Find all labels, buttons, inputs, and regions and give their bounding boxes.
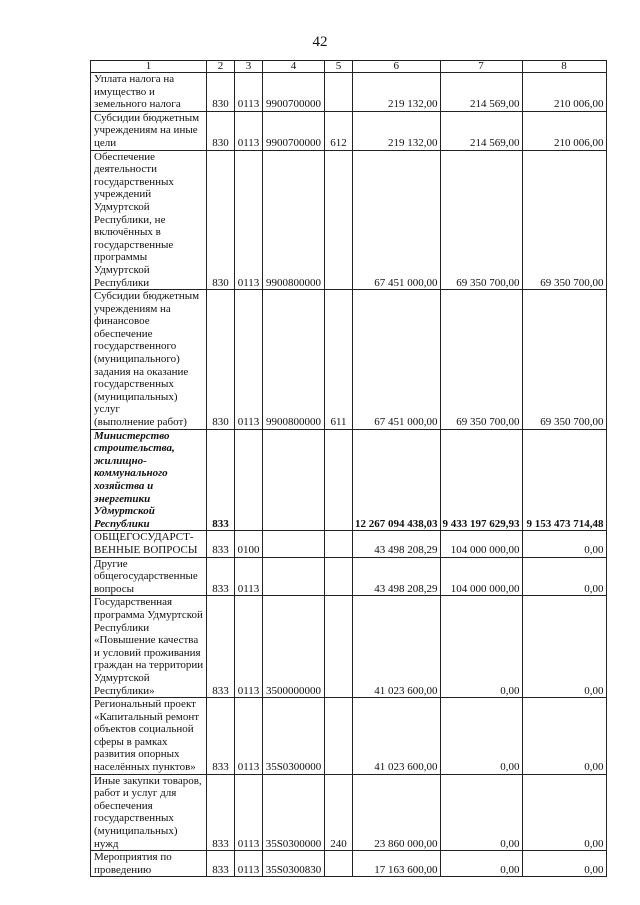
table-row [91, 290, 607, 430]
row-chapter: 833 [207, 429, 235, 531]
row-chapter: 833 [207, 596, 235, 698]
page-number: 42 [312, 34, 328, 50]
row-expense-type: 612 [325, 111, 353, 150]
row-chapter: 830 [207, 111, 235, 150]
table-row [91, 531, 607, 557]
row-expense-type [325, 851, 353, 877]
header-row [91, 61, 607, 73]
row-amount-year-1: 17 163 600,00 [353, 851, 441, 877]
table-row [91, 111, 607, 150]
row-amount-year-3: 0,00 [522, 596, 606, 698]
table-row [91, 557, 607, 596]
row-chapter: 833 [207, 557, 235, 596]
table-row [91, 596, 607, 698]
row-name: Субсидии бюджетным учреждениям на иные цели [91, 111, 207, 150]
row-name: Обеспечение деятельности государственных учреждений Удмуртской Республики, не включённых в государственные программы Удмуртской Республики [91, 150, 207, 290]
row-expense-type: 240 [325, 774, 353, 851]
row-target-article [263, 531, 325, 557]
row-target-article [263, 557, 325, 596]
column-header: 4 [263, 61, 325, 73]
row-amount-year-1: 67 451 000,00 [353, 150, 441, 290]
row-target-article: 3500000000 [263, 596, 325, 698]
row-amount-year-2: 0,00 [440, 596, 522, 698]
row-amount-year-3: 69 350 700,00 [522, 290, 606, 430]
column-header: 3 [235, 61, 263, 73]
row-amount-year-3: 0,00 [522, 774, 606, 851]
column-header: 5 [325, 61, 353, 73]
row-amount-year-2: 0,00 [440, 698, 522, 775]
row-amount-year-2: 214 569,00 [440, 73, 522, 112]
row-chapter: 833 [207, 531, 235, 557]
row-section: 0113 [235, 851, 263, 877]
row-name: Мероприятия по проведению [91, 851, 207, 877]
row-amount-year-2: 214 569,00 [440, 111, 522, 150]
row-amount-year-3: 0,00 [522, 851, 606, 877]
row-section: 0100 [235, 531, 263, 557]
column-header: 7 [440, 61, 522, 73]
row-expense-type [325, 596, 353, 698]
row-amount-year-1: 41 023 600,00 [353, 698, 441, 775]
row-section: 0113 [235, 150, 263, 290]
row-amount-year-2: 69 350 700,00 [440, 150, 522, 290]
row-section: 0113 [235, 774, 263, 851]
column-header: 2 [207, 61, 235, 73]
row-name: Уплата налога на имущество и земельного налога [91, 73, 207, 112]
row-target-article: 9900700000 [263, 111, 325, 150]
row-expense-type [325, 429, 353, 531]
row-amount-year-2: 104 000 000,00 [440, 557, 522, 596]
row-amount-year-3: 0,00 [522, 557, 606, 596]
row-amount-year-2: 9 433 197 629,93 [440, 429, 522, 531]
row-amount-year-1: 67 451 000,00 [353, 290, 441, 430]
row-expense-type [325, 150, 353, 290]
row-amount-year-1: 219 132,00 [353, 111, 441, 150]
row-name: Иные закупки товаров, работ и услуг для обеспечения государственных (муниципальных) нужд [91, 774, 207, 851]
row-amount-year-1: 23 860 000,00 [353, 774, 441, 851]
row-chapter: 830 [207, 150, 235, 290]
row-name: Министерство строительства, жилищно- коммунального хозяйства и энергетики Удмуртской Республики [91, 429, 207, 531]
row-section: 0113 [235, 557, 263, 596]
column-header: 1 [91, 61, 207, 73]
row-chapter: 830 [207, 73, 235, 112]
row-amount-year-1: 12 267 094 438,03 [353, 429, 441, 531]
row-amount-year-3: 210 006,00 [522, 111, 606, 150]
row-expense-type [325, 557, 353, 596]
row-amount-year-3: 9 153 473 714,48 [522, 429, 606, 531]
table-row [91, 73, 607, 112]
row-amount-year-2: 104 000 000,00 [440, 531, 522, 557]
row-section [235, 429, 263, 531]
row-chapter: 830 [207, 290, 235, 430]
row-amount-year-1: 41 023 600,00 [353, 596, 441, 698]
row-amount-year-2: 0,00 [440, 851, 522, 877]
row-section: 0113 [235, 698, 263, 775]
row-amount-year-1: 43 498 208,29 [353, 531, 441, 557]
table-row [91, 429, 607, 531]
row-expense-type [325, 698, 353, 775]
column-header: 8 [522, 61, 606, 73]
row-expense-type [325, 73, 353, 112]
row-expense-type: 611 [325, 290, 353, 430]
row-target-article: 35S0300830 [263, 851, 325, 877]
row-target-article: 9900800000 [263, 290, 325, 430]
budget-table [90, 60, 607, 877]
row-name: ОБЩЕГОСУДАРСТ- ВЕННЫЕ ВОПРОСЫ [91, 531, 207, 557]
row-name: Субсидии бюджетным учреждениям на финансовое обеспечение государственного (муниципального) задания на оказание государственных (муниципальных) услуг (выполнение работ) [91, 290, 207, 430]
row-target-article: 9900700000 [263, 73, 325, 112]
row-name: Государственная программа Удмуртской Республики «Повышение качества и условий проживания граждан на территории Удмуртской Республики» [91, 596, 207, 698]
row-amount-year-1: 43 498 208,29 [353, 557, 441, 596]
table-row [91, 774, 607, 851]
table-body [91, 73, 607, 877]
row-amount-year-3: 0,00 [522, 531, 606, 557]
row-target-article: 35S0300000 [263, 774, 325, 851]
row-name: Региональный проект «Капитальный ремонт объектов социальной сферы в рамках развития опорных населённых пунктов» [91, 698, 207, 775]
table-row [91, 150, 607, 290]
row-target-article: 35S0300000 [263, 698, 325, 775]
row-amount-year-1: 219 132,00 [353, 73, 441, 112]
row-section: 0113 [235, 596, 263, 698]
row-name: Другие общегосударственные вопросы [91, 557, 207, 596]
row-section: 0113 [235, 290, 263, 430]
row-expense-type [325, 531, 353, 557]
row-section: 0113 [235, 111, 263, 150]
column-header: 6 [353, 61, 441, 73]
row-amount-year-3: 69 350 700,00 [522, 150, 606, 290]
row-target-article: 9900800000 [263, 150, 325, 290]
row-amount-year-2: 0,00 [440, 774, 522, 851]
row-amount-year-3: 210 006,00 [522, 73, 606, 112]
row-chapter: 833 [207, 774, 235, 851]
row-target-article [263, 429, 325, 531]
table-row [91, 698, 607, 775]
row-amount-year-3: 0,00 [522, 698, 606, 775]
row-section: 0113 [235, 73, 263, 112]
table-row [91, 851, 607, 877]
row-amount-year-2: 69 350 700,00 [440, 290, 522, 430]
row-chapter: 833 [207, 698, 235, 775]
row-chapter: 833 [207, 851, 235, 877]
